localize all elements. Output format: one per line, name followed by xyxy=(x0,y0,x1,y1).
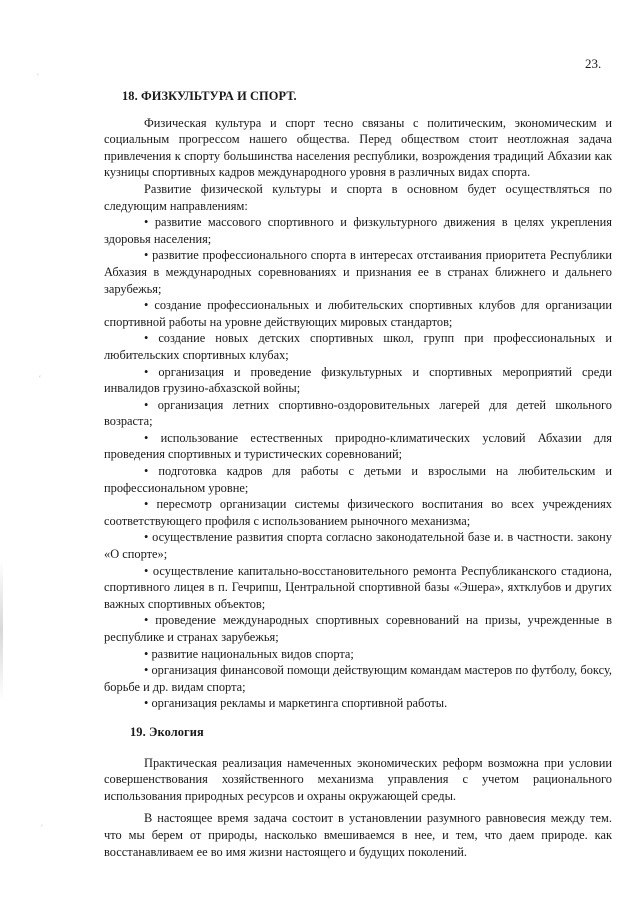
list-item: • создание новых детских спортивных школ, групп при профессиональных и любительских спортивных клубах; xyxy=(104,331,613,362)
document-body xyxy=(104,88,612,860)
scan-speck: ʿ xyxy=(36,72,40,84)
list-item: • развитие национальных видов спорта; xyxy=(144,646,354,661)
list-item: • создание профессиональных и любительских спортивных клубов для организации спортивной работы на уровне действующих мировых стандартов; xyxy=(104,298,612,329)
section-19-title: 19. Экология xyxy=(130,724,204,739)
list-item: • использование естественных природно-климатических условий Абхазии для проведения спортивных и туристических соревнований; xyxy=(104,430,612,462)
list-item: • пересмотр организации системы физического воспитания во всех учреждениях соответствующего профиля с использованием рыночного механизма; xyxy=(104,497,612,528)
section-18-intro: Физическая культура и спорт тесно связаны с политическим, экономическим и социальным прогрессом нашего общества. Перед обществом стоит неотложная задача привлечения к спорту большинства населения республики, возрождения традиций Абхазии как кузницы спортивных кадров международного уровня в различных видах спорта. xyxy=(104,115,612,180)
section-19-paragraph-1: Практическая реализация намеченных экономических реформ возможна при условии совершенствования хозяйственного механизма управления с учетом рационального использования природных ресурсов и охраны окружающей среды. xyxy=(104,755,612,803)
list-item: • осуществление капитально-восстановительного ремонта Республиканского стадиона, спортивного лицея в п. Гечрипш, Центральной спортивной базы «Эшера», яхтклубов и других важных спортивных объектов; xyxy=(104,563,612,611)
section-18-directions-lead: Развитие физической культуры и спорта в основном будет осуществляться по следующим направлениям: xyxy=(104,181,612,213)
directions-list xyxy=(104,214,612,712)
list-item: • организация летних спортивно-оздоровительных лагерей для детей школьного возраста; xyxy=(104,397,612,429)
section-18-title: 18. ФИЗКУЛЬТУРА И СПОРТ. xyxy=(122,89,297,103)
scan-edge-shadow xyxy=(0,560,3,700)
scan-speck: ʿ xyxy=(38,374,42,386)
section-19-paragraph-2: В настоящее время задача состоит в установлении разумного равновесия между тем. что мы берем от природы, насколько вмешиваемся в нее, и тем, что даем природе. как восстанавливаем ее во имя жизни настоящего и будущих поколений. xyxy=(104,811,612,859)
list-item: • осуществление развития спорта согласно законодательной базе и. в частности. закону «О спорте»; xyxy=(104,530,612,562)
scan-speck: ʿ xyxy=(40,823,44,835)
list-item: • развитие профессионального спорта в интересах отстаивания приоритета Республики Абхазия в международных соревнованиях и признания ее в странах ближнего и дальнего зарубежья; xyxy=(104,248,612,296)
list-item: • организация рекламы и маркетинга спортивной работы. xyxy=(144,696,448,711)
list-item: • подготовка кадров для работы с детьми и взрослыми на любительским и профессиональном уровне; xyxy=(104,464,612,495)
list-item: • организация финансовой помощи действующим командам мастеров по футболу, боксу, борьбе и др. видам спорта; xyxy=(104,663,612,694)
list-item: • развитие массового спортивного и физкультурного движения в целях укрепления здоровья населения; xyxy=(104,215,612,246)
page-number: 23. xyxy=(585,56,602,71)
list-item: • организация и проведение физкультурных и спортивных мероприятий среди инвалидов грузино-абхазской войны; xyxy=(104,364,612,396)
list-item: • проведение международных спортивных соревнований на призы, учрежденные в республике и странах зарубежья; xyxy=(104,613,612,644)
